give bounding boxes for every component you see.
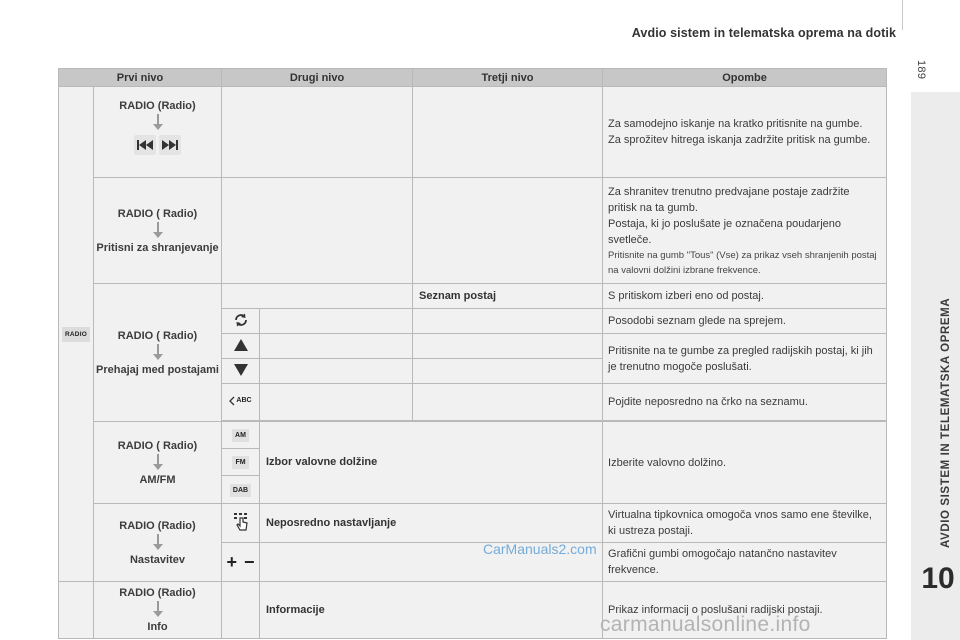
level3-empty-cell — [413, 87, 603, 178]
icon-cell — [222, 422, 260, 449]
icon-cell — [222, 309, 260, 334]
level2-cell — [94, 178, 222, 284]
notes-text: Za samodejno iskanje na kratko pritisnite na gumbe. Za sprožitev hitrega iskanja zadržite pritisk na gumbe. — [608, 118, 871, 146]
watermark-overlay: CarManuals2.com — [483, 541, 597, 557]
level2-sublabel: Nastavitev — [129, 553, 186, 566]
level2-cell — [94, 504, 222, 582]
arrow-up-icon — [234, 339, 248, 351]
level2-label: RADIO (Radio) — [119, 587, 196, 599]
header-divider — [902, 0, 903, 30]
down-arrow-icon — [153, 534, 163, 551]
seek-back-icon — [134, 135, 156, 155]
radio-button-icon: RADIO — [62, 327, 90, 342]
icon-cell — [222, 384, 260, 421]
icon-cell — [222, 543, 260, 582]
icon-cell — [222, 334, 260, 359]
plus-icon: + — [226, 551, 237, 572]
minus-icon: − — [244, 551, 255, 572]
level2-cell — [94, 284, 222, 422]
level2-empty-cell — [222, 178, 413, 284]
table-row — [59, 87, 887, 178]
empty-cell — [260, 334, 413, 359]
page-number: 189 — [915, 60, 927, 80]
icon-cell — [222, 449, 260, 476]
header-level2: Drugi nivo — [222, 69, 413, 87]
level1-cell-cont — [59, 582, 94, 639]
level3-cell: Neposredno nastavljanje — [260, 504, 603, 543]
dab-band-icon: DAB — [230, 484, 251, 497]
refresh-icon — [233, 312, 249, 328]
seek-forward-icon — [159, 135, 181, 155]
level3-cell: Seznam postaj — [413, 284, 603, 309]
notes-cell: Pritisnite na te gumbe za pregled radijskih postaj, ki jih je trenutno mogoče poslušati. — [603, 334, 887, 384]
chapter-number: 10 — [921, 562, 955, 595]
level3-empty-cell — [413, 178, 603, 284]
level2-empty-cell — [222, 87, 413, 178]
abc-icon-label: ABC — [236, 397, 252, 404]
level2-cell — [94, 87, 222, 178]
level2-label: RADIO ( Radio) — [117, 329, 198, 342]
level3-cell: Informacije — [260, 582, 603, 639]
header-level3: Tretji nivo — [413, 69, 603, 87]
level2-sublabel: Info — [147, 621, 168, 633]
header-level1: Prvi nivo — [59, 69, 222, 87]
down-arrow-icon — [153, 114, 163, 131]
notes-cell — [603, 178, 887, 284]
icon-empty-cell — [222, 582, 260, 639]
notes-small-text: Pritisnite na gumb "Tous" (Vse) za prikaz vseh shranjenih postaj na valovni dolžini izbrane frekvence. — [608, 249, 877, 276]
arrow-down-icon — [234, 364, 248, 376]
level2-label: RADIO (Radio) — [119, 519, 196, 532]
level2-sublabel: AM/FM — [139, 473, 176, 486]
level2-sublabel: Pritisni za shranjevanje — [96, 241, 219, 254]
level3-empty-cell — [413, 359, 603, 384]
radio-menu-table — [58, 68, 887, 639]
empty-cell — [260, 384, 413, 421]
footer-watermark: carmanualsonline.info — [600, 613, 811, 636]
empty-cell — [260, 359, 413, 384]
fm-band-icon: FM — [232, 456, 248, 469]
seek-buttons — [134, 135, 181, 155]
am-band-icon: AM — [232, 429, 249, 442]
page-header-title: Avdio sistem in telematska oprema na dotik — [631, 26, 896, 40]
down-arrow-icon — [153, 454, 163, 471]
level3-empty-cell — [413, 384, 603, 421]
level2-label: RADIO (Radio) — [119, 100, 196, 112]
notes-text: Za shranitev trenutno predvajane postaje zadržite pritisk na ta gumb. Postaja, ki jo poslušate je označena poudarjeno svetleče. — [608, 185, 850, 246]
down-arrow-icon — [153, 601, 163, 618]
level2-cell — [94, 422, 222, 504]
header-notes: Opombe — [603, 69, 887, 87]
level2-empty-cell — [222, 284, 413, 309]
level2-label: RADIO ( Radio) — [117, 439, 198, 452]
down-arrow-icon — [153, 344, 163, 361]
notes-cell: Grafični gumbi omogočajo natančno nastavitev frekvence. — [603, 543, 887, 582]
empty-cell — [260, 309, 413, 334]
level3-cell: Izbor valovne dolžine — [260, 422, 603, 504]
notes-cell: Pojdite neposredno na črko na seznamu. — [603, 384, 887, 421]
icon-cell — [222, 359, 260, 384]
level3-empty-cell — [413, 334, 603, 359]
level2-cell — [94, 582, 222, 639]
level2-label: RADIO ( Radio) — [117, 207, 198, 220]
level2-sublabel: Prehajaj med postajami — [96, 363, 219, 376]
notes-cell: Posodobi seznam glede na sprejem. — [603, 309, 887, 334]
table-row — [59, 422, 887, 449]
down-arrow-icon — [153, 222, 163, 239]
table-row — [59, 178, 887, 284]
chapter-side-label: AVDIO SISTEM IN TELEMATSKA OPREMA — [940, 297, 952, 548]
level1-cell — [59, 87, 94, 582]
notes-cell: S pritiskom izberi eno od postaj. — [603, 284, 887, 309]
icon-cell — [222, 504, 260, 543]
table-header-row — [59, 69, 887, 87]
notes-cell: Virtualna tipkovnica omogoča vnos samo ene številke, ki ustreza postaji. — [603, 504, 887, 543]
notes-cell: Prikaz informacij o poslušani radijski postaji. — [603, 582, 887, 639]
notes-cell: Izberite valovno dolžino. — [603, 422, 887, 504]
icon-cell — [222, 476, 260, 504]
keypad-touch-icon — [232, 512, 250, 532]
abc-jump-icon — [229, 396, 251, 406]
table-row — [59, 284, 887, 309]
notes-cell — [603, 87, 887, 178]
chapter-side-tab — [911, 92, 960, 640]
table-row — [59, 504, 887, 543]
level3-empty-cell — [413, 309, 603, 334]
